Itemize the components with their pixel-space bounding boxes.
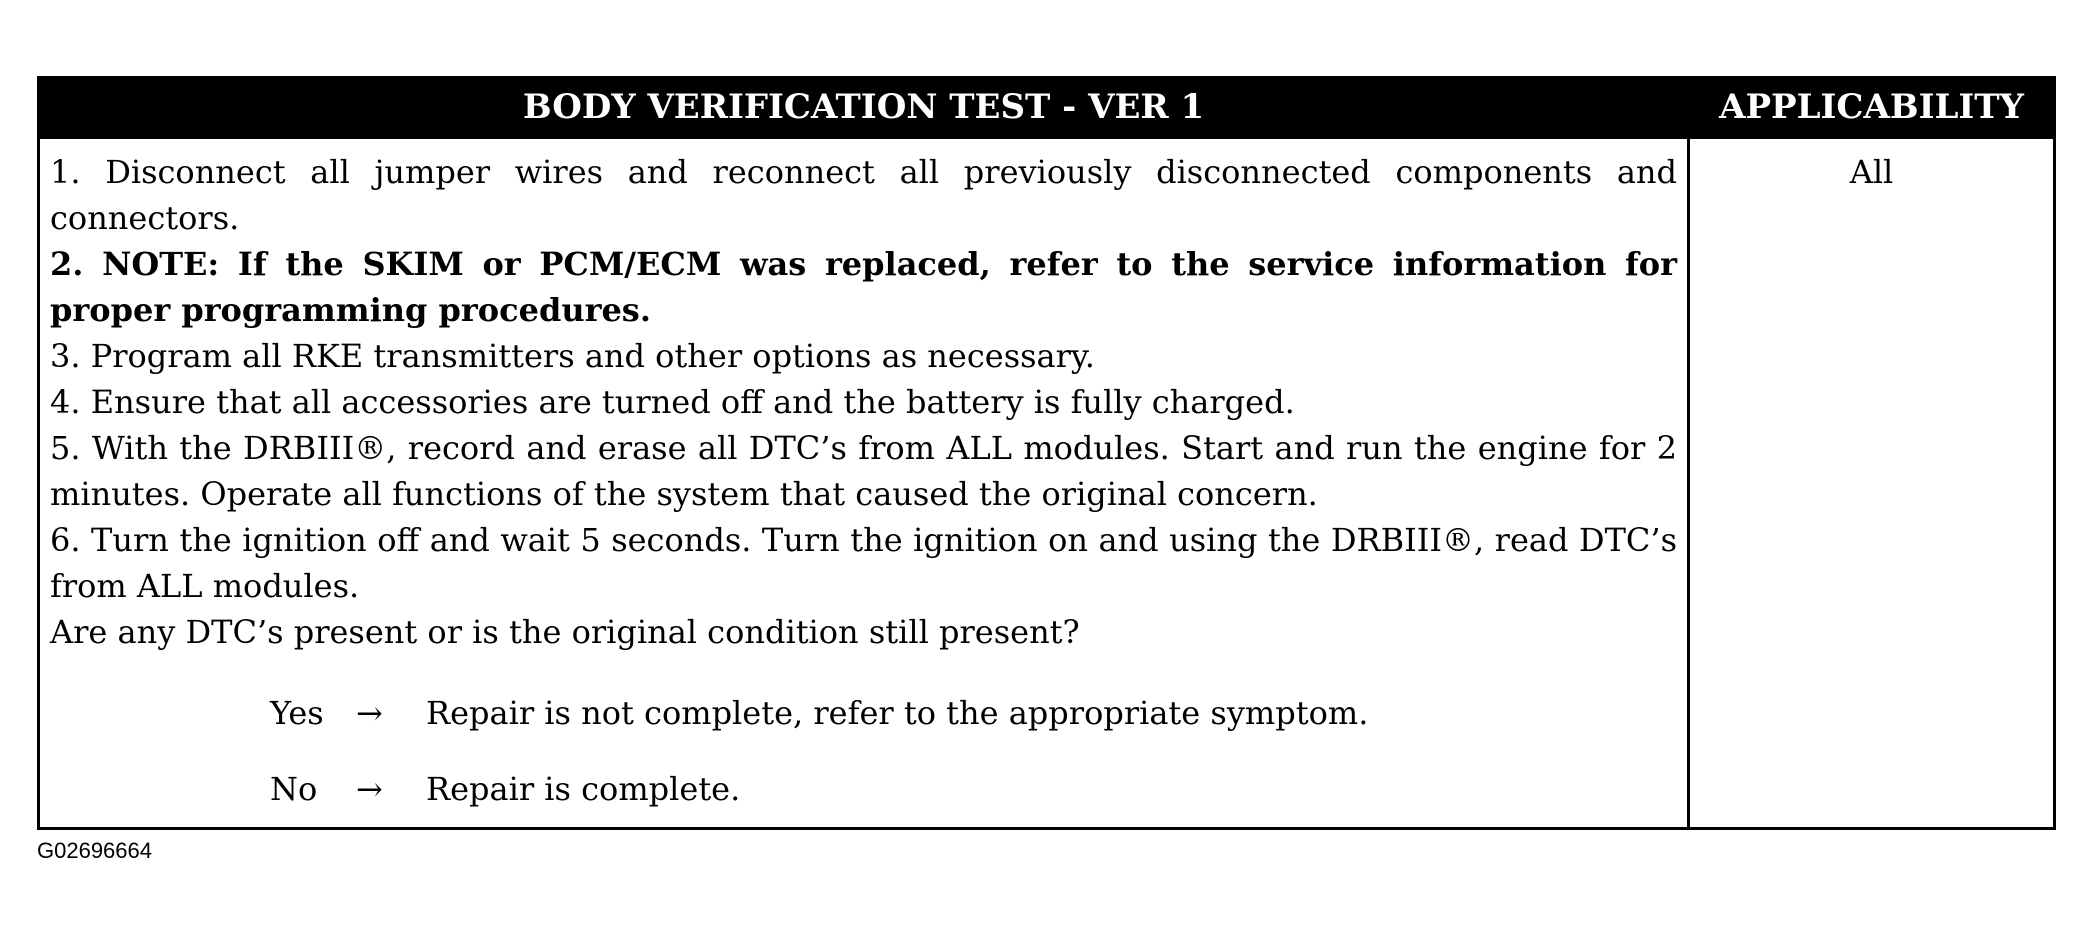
verification-test-table: [37, 76, 2056, 830]
table-body-row: [39, 138, 2055, 829]
step-1: 1. Disconnect all jumper wires and reconnect all previously disconnected components and connectors.: [50, 153, 1677, 237]
answer-no-label: No: [270, 770, 318, 808]
step-2-note: 2. NOTE: If the SKIM or PCM/ECM was replaced, refer to the service information for proper programming procedures.: [50, 245, 1677, 329]
question-text: Are any DTC’s present or is the original condition still present?: [50, 613, 1080, 651]
applicability-header: APPLICABILITY: [1689, 78, 2055, 138]
answer-no-row: [270, 751, 1677, 827]
step-5: 5. With the DRBIII®, record and erase all DTC’s from ALL modules. Start and run the engine for 2 minutes. Operate all functions of the system that caused the original concern.: [50, 429, 1677, 513]
right-arrow-icon: →: [356, 770, 383, 808]
step-4: 4. Ensure that all accessories are turned off and the battery is fully charged.: [50, 383, 1295, 421]
answer-yes-row: [270, 675, 1677, 751]
step-3: 3. Program all RKE transmitters and other options as necessary.: [50, 337, 1095, 375]
table-header-row: [39, 78, 2055, 138]
answer-yes-text: Repair is not complete, refer to the appropriate symptom.: [426, 694, 1369, 732]
procedure-cell: [39, 138, 1689, 829]
answer-no-text: Repair is complete.: [426, 770, 741, 808]
test-title-header: BODY VERIFICATION TEST - VER 1: [39, 78, 1689, 138]
step-6: 6. Turn the ignition off and wait 5 seconds. Turn the ignition on and using the DRBIII®, read DTC’s from ALL modules.: [50, 521, 1677, 605]
applicability-cell: All: [1689, 138, 2055, 829]
figure-id: G02696664: [37, 838, 152, 863]
answers-block: [50, 675, 1677, 827]
answer-yes-label: Yes: [270, 694, 324, 732]
right-arrow-icon: →: [356, 694, 383, 732]
